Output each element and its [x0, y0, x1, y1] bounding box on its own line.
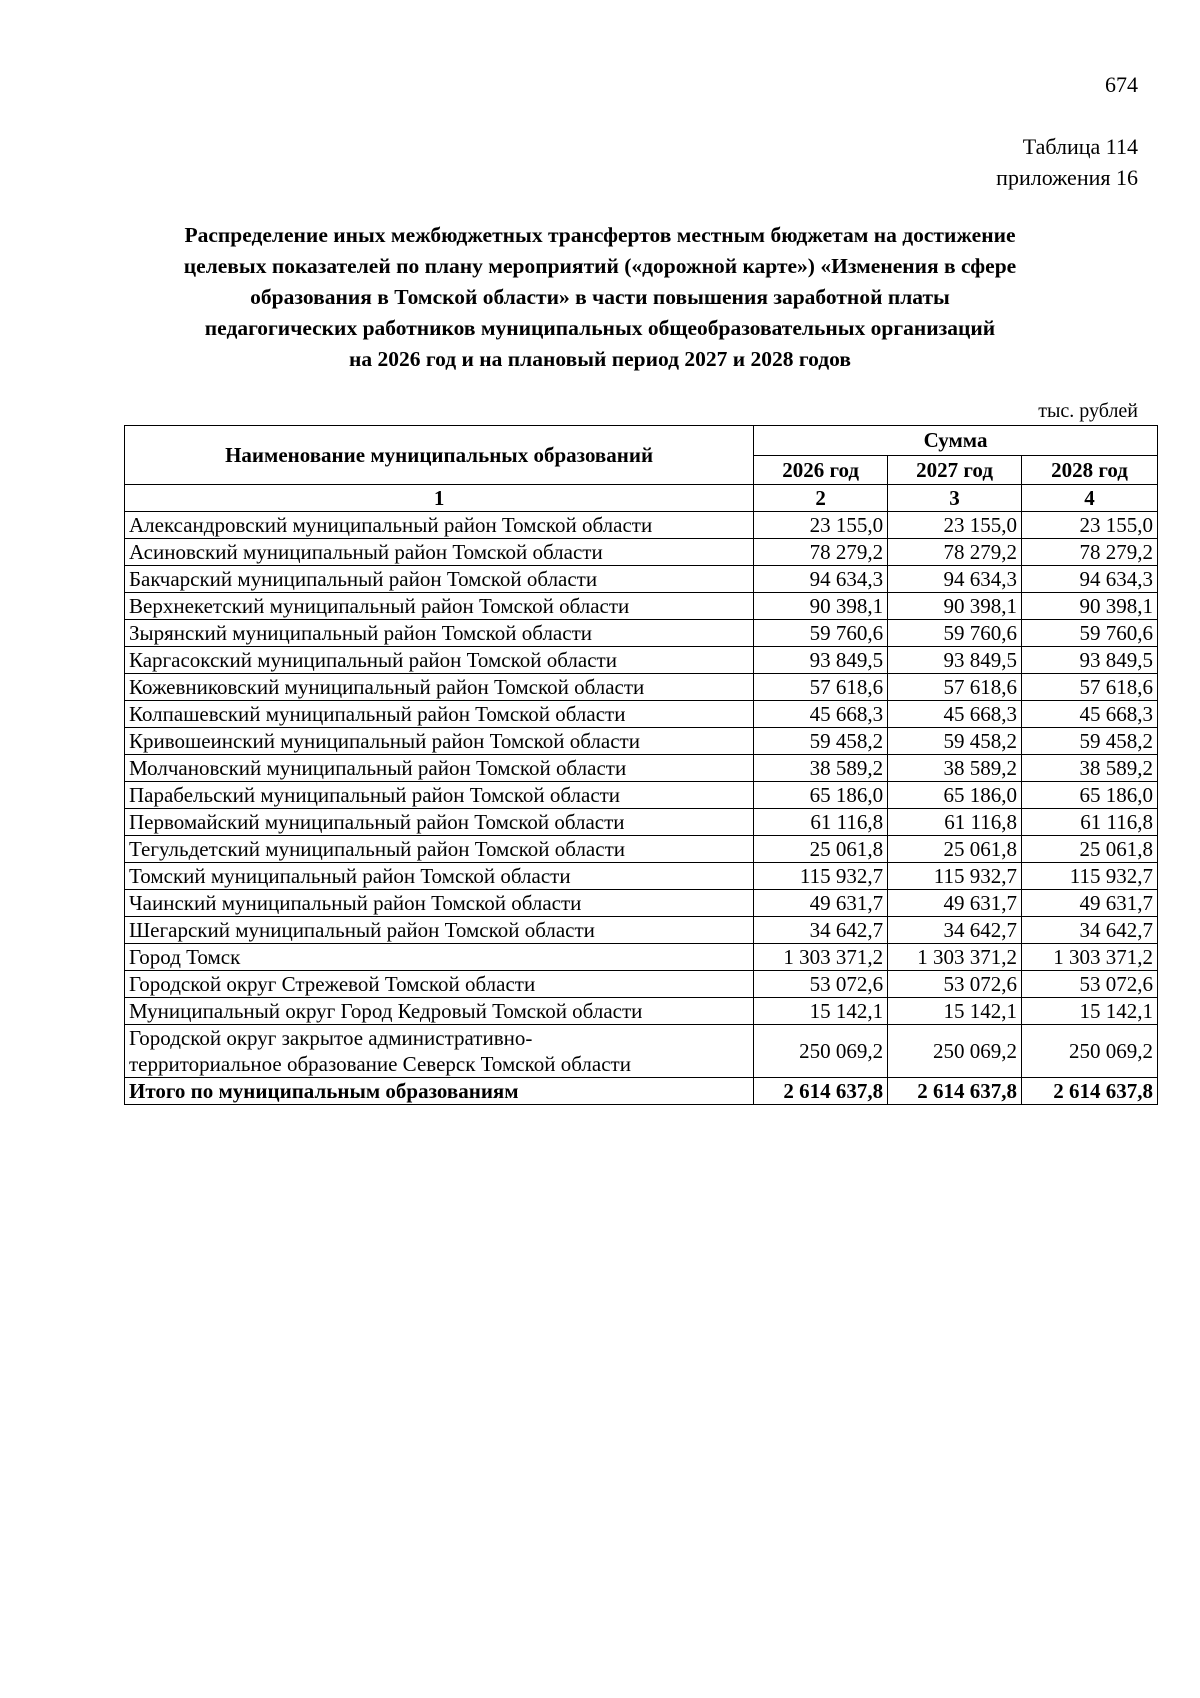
- amount-2028: 15 142,1: [1022, 998, 1158, 1025]
- municipality-name: Городской округ Стрежевой Томской области: [125, 971, 754, 998]
- amount-2027: 23 155,0: [888, 512, 1022, 539]
- amount-2027: 93 849,5: [888, 647, 1022, 674]
- amount-2028: 49 631,7: [1022, 890, 1158, 917]
- amount-2028: 38 589,2: [1022, 755, 1158, 782]
- table-reference: [996, 131, 1138, 193]
- title-line: целевых показателей по плану мероприятий («дорожной карте») «Изменения в сфере: [183, 254, 1017, 278]
- amount-2027: 250 069,2: [888, 1025, 1022, 1078]
- amount-2026: 53 072,6: [754, 971, 888, 998]
- title-line: педагогических работников муниципальных общеобразовательных организаций: [204, 316, 996, 340]
- table-row: [125, 593, 1158, 620]
- amount-2026: 65 186,0: [754, 782, 888, 809]
- table-row: [125, 1025, 1158, 1078]
- total-amount-2026: 2 614 637,8: [754, 1078, 888, 1105]
- column-number: 1: [125, 485, 754, 512]
- amount-2028: 65 186,0: [1022, 782, 1158, 809]
- amount-2028: 53 072,6: [1022, 971, 1158, 998]
- total-amount-2028: 2 614 637,8: [1022, 1078, 1158, 1105]
- table-row: [125, 971, 1158, 998]
- amount-2028: 45 668,3: [1022, 701, 1158, 728]
- amount-2027: 57 618,6: [888, 674, 1022, 701]
- column-number: 2: [754, 485, 888, 512]
- municipality-name: Тегульдетский муниципальный район Томской области: [125, 836, 754, 863]
- units-label: тыс. рублей: [1038, 400, 1138, 422]
- amount-2027: 1 303 371,2: [888, 944, 1022, 971]
- amount-2026: 94 634,3: [754, 566, 888, 593]
- amount-2026: 34 642,7: [754, 917, 888, 944]
- amount-2026: 1 303 371,2: [754, 944, 888, 971]
- municipality-name: Александровский муниципальный район Томской области: [125, 512, 754, 539]
- amount-2028: 57 618,6: [1022, 674, 1158, 701]
- column-header-2027: 2027 год: [888, 455, 1022, 485]
- amount-2027: 59 458,2: [888, 728, 1022, 755]
- municipality-name: Первомайский муниципальный район Томской области: [125, 809, 754, 836]
- amount-2027: 38 589,2: [888, 755, 1022, 782]
- amount-2027: 49 631,7: [888, 890, 1022, 917]
- table-row: [125, 647, 1158, 674]
- title-line: образования в Томской области» в части повышения заработной платы: [250, 285, 950, 309]
- column-number: 4: [1022, 485, 1158, 512]
- table-row: [125, 917, 1158, 944]
- amount-2026: 93 849,5: [754, 647, 888, 674]
- total-label: Итого по муниципальным образованиям: [125, 1078, 754, 1105]
- column-header-name: Наименование муниципальных образований: [125, 426, 754, 485]
- amount-2027: 78 279,2: [888, 539, 1022, 566]
- municipality-name: Муниципальный округ Город Кедровый Томской области: [125, 998, 754, 1025]
- amount-2026: 15 142,1: [754, 998, 888, 1025]
- amount-2027: 45 668,3: [888, 701, 1022, 728]
- column-header-sum: Сумма: [754, 426, 1158, 456]
- amount-2026: 59 760,6: [754, 620, 888, 647]
- amount-2028: 59 760,6: [1022, 620, 1158, 647]
- amount-2026: 23 155,0: [754, 512, 888, 539]
- municipality-name: Кожевниковский муниципальный район Томской области: [125, 674, 754, 701]
- column-number: 3: [888, 485, 1022, 512]
- municipality-name: Город Томск: [125, 944, 754, 971]
- amount-2026: 61 116,8: [754, 809, 888, 836]
- table-row: [125, 944, 1158, 971]
- amount-2026: 78 279,2: [754, 539, 888, 566]
- table-row: [125, 863, 1158, 890]
- amount-2027: 61 116,8: [888, 809, 1022, 836]
- amount-2027: 65 186,0: [888, 782, 1022, 809]
- amount-2028: 61 116,8: [1022, 809, 1158, 836]
- table-row: [125, 539, 1158, 566]
- municipality-name: Колпашевский муниципальный район Томской области: [125, 701, 754, 728]
- amount-2026: 25 061,8: [754, 836, 888, 863]
- amount-2028: 23 155,0: [1022, 512, 1158, 539]
- amount-2027: 94 634,3: [888, 566, 1022, 593]
- document-title: [100, 220, 1100, 375]
- amount-2026: 59 458,2: [754, 728, 888, 755]
- amount-2026: 250 069,2: [754, 1025, 888, 1078]
- municipality-name: Зырянский муниципальный район Томской области: [125, 620, 754, 647]
- municipality-name: Томский муниципальный район Томской области: [125, 863, 754, 890]
- amount-2027: 90 398,1: [888, 593, 1022, 620]
- amount-2028: 94 634,3: [1022, 566, 1158, 593]
- amount-2026: 90 398,1: [754, 593, 888, 620]
- amount-2028: 90 398,1: [1022, 593, 1158, 620]
- table-row: [125, 836, 1158, 863]
- amount-2028: 25 061,8: [1022, 836, 1158, 863]
- table-row: [125, 728, 1158, 755]
- amount-2027: 34 642,7: [888, 917, 1022, 944]
- title-line: Распределение иных межбюджетных трансфертов местным бюджетам на достижение: [184, 223, 1016, 247]
- municipality-name-line: Городской округ закрытое административно-: [129, 1026, 533, 1050]
- total-row: [125, 1078, 1158, 1105]
- amount-2028: 78 279,2: [1022, 539, 1158, 566]
- amount-2026: 45 668,3: [754, 701, 888, 728]
- table-row: [125, 809, 1158, 836]
- amount-2027: 25 061,8: [888, 836, 1022, 863]
- table-row: [125, 755, 1158, 782]
- appendix-label: приложения 16: [996, 165, 1138, 190]
- municipality-name: Молчановский муниципальный район Томской области: [125, 755, 754, 782]
- amount-2027: 115 932,7: [888, 863, 1022, 890]
- municipality-name: Парабельский муниципальный район Томской области: [125, 782, 754, 809]
- column-header-2026: 2026 год: [754, 455, 888, 485]
- municipality-name: Шегарский муниципальный район Томской области: [125, 917, 754, 944]
- amount-2028: 93 849,5: [1022, 647, 1158, 674]
- total-amount-2027: 2 614 637,8: [888, 1078, 1022, 1105]
- amount-2027: 53 072,6: [888, 971, 1022, 998]
- table-row: [125, 566, 1158, 593]
- municipality-name-line: территориальное образование Северск Томской области: [129, 1052, 631, 1076]
- distribution-table: [124, 425, 1158, 1105]
- amount-2027: 15 142,1: [888, 998, 1022, 1025]
- municipality-name: Каргасокский муниципальный район Томской области: [125, 647, 754, 674]
- table-row: [125, 512, 1158, 539]
- municipality-name: Бакчарский муниципальный район Томской области: [125, 566, 754, 593]
- amount-2026: 57 618,6: [754, 674, 888, 701]
- amount-2028: 34 642,7: [1022, 917, 1158, 944]
- table-row: [125, 890, 1158, 917]
- page-number: 674: [1105, 72, 1138, 97]
- table-row: [125, 782, 1158, 809]
- amount-2026: 38 589,2: [754, 755, 888, 782]
- municipality-name: Верхнекетский муниципальный район Томской области: [125, 593, 754, 620]
- table-row: [125, 620, 1158, 647]
- municipality-name: Чаинский муниципальный район Томской области: [125, 890, 754, 917]
- column-header-2028: 2028 год: [1022, 455, 1158, 485]
- amount-2028: 59 458,2: [1022, 728, 1158, 755]
- amount-2026: 115 932,7: [754, 863, 888, 890]
- municipality-name: [125, 1025, 754, 1078]
- table-label: Таблица 114: [1022, 134, 1138, 159]
- amount-2027: 59 760,6: [888, 620, 1022, 647]
- municipality-name: Асиновский муниципальный район Томской области: [125, 539, 754, 566]
- amount-2026: 49 631,7: [754, 890, 888, 917]
- municipality-name: Кривошеинский муниципальный район Томской области: [125, 728, 754, 755]
- table-body: [125, 512, 1158, 1105]
- amount-2028: 250 069,2: [1022, 1025, 1158, 1078]
- table-row: [125, 674, 1158, 701]
- table-row: [125, 998, 1158, 1025]
- title-line: на 2026 год и на плановый период 2027 и 2028 годов: [349, 347, 851, 371]
- amount-2028: 115 932,7: [1022, 863, 1158, 890]
- amount-2028: 1 303 371,2: [1022, 944, 1158, 971]
- table-row: [125, 701, 1158, 728]
